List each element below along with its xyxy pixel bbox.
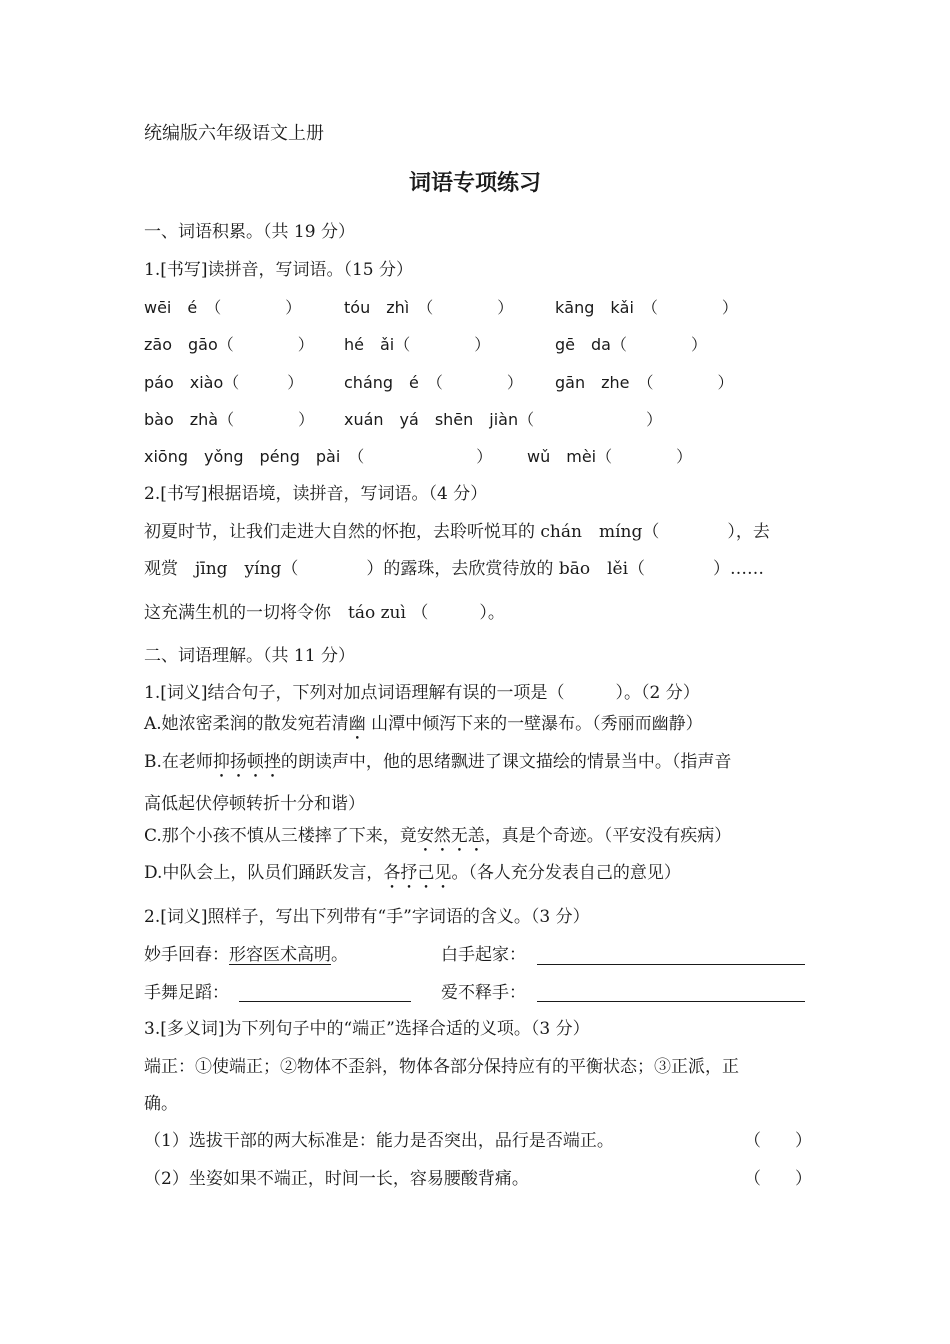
pinyin-item: xiōng yǒng péng pài （ ） [144,447,493,466]
s2-q2-label: 2.[词义]照样子，写出下列带有“手”字词语的含义。（3 分） [144,907,590,927]
word-label: 爱不释手： [441,983,526,1003]
q2-label: 2.[书写]根据语境，读拼音，写词语。（4 分） [144,484,488,504]
section1-heading: 一、词语积累。（共 19 分） [144,222,355,242]
q1-label: 1.[书写]读拼音，写词语。（15 分） [144,260,414,280]
option-d: D.中队会上，队员们踊跃发言，各抒己见。（各人充分发表自己的意见） [144,863,681,883]
word-label: 手舞足蹈： [144,983,229,1003]
answer-parens[interactable]: （ ） [744,1169,812,1189]
pinyin-item: cháng é （ ） [344,373,523,392]
sentence-1: （1）选拔干部的两大标准是：能力是否突出，品行是否端正。 [144,1131,614,1151]
section2-heading: 二、词语理解。（共 11 分） [144,646,355,666]
pinyin-item: gān zhe （ ） [555,373,734,392]
definition-line-2: 确。 [144,1094,178,1114]
dotted-word: 各抒己见 [383,863,452,883]
answer-blank[interactable] [239,1001,411,1002]
dotted-word: 抑扬顿挫 [212,752,281,772]
sentence-2: （2）坐姿如果不端正，时间一长，容易腰酸背痛。 [144,1169,529,1189]
pinyin-item: páo xiào（ ） [144,373,304,392]
s2-q1-label: 1.[词义]结合句子，下列对加点词语理解有误的一项是（ ）。（2 分） [144,683,700,703]
option-b-continued: 高低起伏停顿转折十分和谐） [144,794,365,814]
pinyin-item: wēi é （ ） [144,298,302,317]
answer-blank[interactable] [537,964,805,965]
pinyin-item: zāo gāo（ ） [144,335,314,354]
pinyin-item: kāng kǎi （ ） [555,298,738,317]
dotted-word: 幽 [348,714,366,734]
subtitle: 统编版六年级语文上册 [144,123,324,144]
option-c: C.那个小孩不慎从三楼摔了下来，竟安然无恙，真是个奇迹。（平安没有疾病） [144,826,732,846]
dotted-word: 安然无恙 [416,826,485,846]
context-line-2: 观赏 jīng yíng（ ）的露珠，去欣赏待放的 bāo lěi（ ）…… [144,559,765,579]
answer-blank[interactable] [537,1001,805,1002]
pinyin-item: xuán yá shēn jiàn（ ） [344,410,663,429]
example-answer: 形容医术高明 [229,945,331,965]
context-line-3: 这充满生机的一切将令你 táo zuì （ ）。 [144,603,505,623]
option-a: A.她浓密柔润的散发宛若清幽 山潭中倾泻下来的一壁瀑布。（秀丽而幽静） [144,714,703,734]
pinyin-item: bào zhà（ ） [144,410,315,429]
option-b: B.在老师抑扬顿挫的朗读声中，他的思绪飘进了课文描绘的情景当中。（指声音 [144,752,732,772]
page-title: 词语专项练习 [408,171,541,196]
pinyin-item: wǔ mèi（ ） [527,447,693,466]
example-row: 妙手回春：形容医术高明。 [144,945,348,965]
definition-line-1: 端正：①使端正；②物体不歪斜，物体各部分保持应有的平衡状态；③正派，正 [144,1057,739,1077]
pinyin-item: hé ǎi（ ） [344,335,491,354]
s2-q3-label: 3.[多义词]为下列句子中的“端正”选择合适的义项。（3 分） [144,1019,590,1039]
pinyin-item: gē da（ ） [555,335,707,354]
word-label: 白手起家： [441,945,526,965]
context-line-1: 初夏时节，让我们走进大自然的怀抱，去聆听悦耳的 chán míng（ ），去 [144,522,770,542]
answer-parens[interactable]: （ ） [744,1131,812,1151]
pinyin-item: tóu zhì （ ） [344,298,514,317]
